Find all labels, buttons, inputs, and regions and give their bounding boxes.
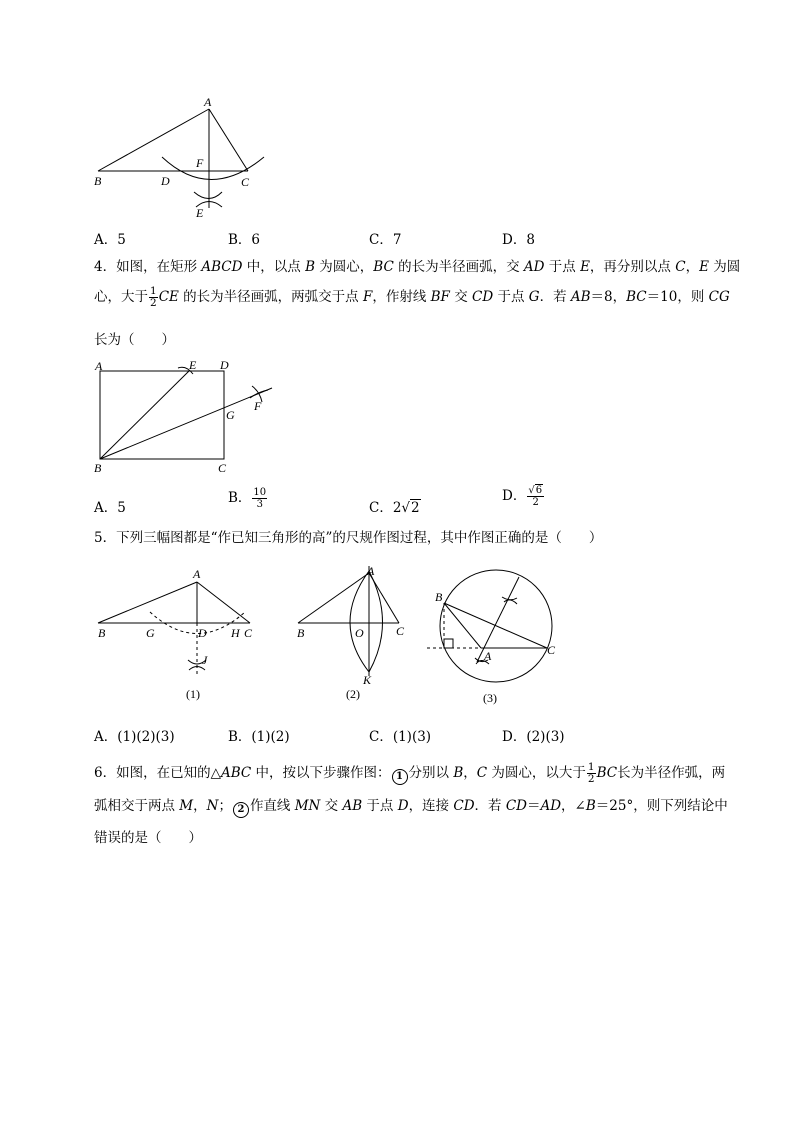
q6-var-abc: ABC (220, 765, 252, 781)
q5-option-c[interactable]: C．(1)(3) (369, 729, 432, 745)
q4-text: 的长为半径画弧，交 (393, 259, 524, 275)
q6-var-n: N (206, 798, 219, 814)
q5-option-d[interactable]: D．(2)(3) (502, 729, 565, 745)
q4-text: ，作射线 (372, 289, 431, 305)
q5-fig1-label-b: B (98, 626, 106, 640)
q6-line-1 (94, 762, 725, 785)
q5-fig2-label-a: A (367, 564, 375, 578)
q4-option-c-sqrt-sign: √ (401, 500, 411, 516)
q5-fig2-caption: (2) (346, 687, 360, 701)
q6-text: 交 (320, 798, 343, 814)
q6-text: 弧相交于两点 (94, 798, 180, 814)
q4-text: ＝10，则 (646, 289, 709, 305)
q4-text: ．若 (539, 289, 571, 305)
q4-option-b-den: 3 (256, 499, 263, 510)
q5-fig3-label-b: B (435, 590, 443, 604)
q3-option-a[interactable]: A．5 (94, 232, 126, 248)
q5-figure-3 (427, 570, 552, 682)
q6-var-b: B (585, 798, 596, 814)
q4-var-c: C (675, 259, 686, 275)
q5-fig2-label-b: B (297, 626, 305, 640)
q4-option-b-prefix: B． (228, 490, 252, 506)
q5-fig3-caption: (3) (483, 691, 497, 705)
q6-frac-den: 2 (587, 773, 595, 785)
q4-var-e: E (580, 259, 590, 275)
q3-label-f: F (196, 156, 204, 170)
q5-fig2-label-c: C (396, 624, 405, 638)
q4-text: 中，以点 (242, 259, 306, 275)
q3-label-c: C (241, 175, 250, 189)
q6-var-m: M (179, 798, 194, 814)
q4-text: 为圆 (708, 259, 741, 275)
q4-var-ad: AD (523, 259, 545, 275)
q6-var-ad: AD (540, 798, 562, 814)
q6-text: ； (218, 798, 232, 814)
q5-fig1-label-d: D (198, 626, 207, 640)
q6-var-c: C (476, 765, 488, 781)
q4-text: 心，大于 (94, 289, 148, 305)
q6-text: ，连接 (408, 798, 454, 814)
q4-text: ＝8， (590, 289, 627, 305)
q4-frac-num: 1 (150, 285, 157, 297)
q4-line-3: 长为（ ） (94, 332, 175, 348)
q6-text: 作直线 (249, 798, 295, 814)
q5-number: 5． (94, 530, 117, 546)
q3-label-a: A (204, 95, 212, 109)
q5-fig1-label-g: G (146, 626, 155, 640)
q6-text: ＝ (526, 798, 541, 814)
q6-step-2-marker: 2 (233, 802, 249, 818)
q5-text: 下列三幅图都是“作已知三角形的高”的尺规作图过程，其中作图正确的是（ ） (116, 530, 603, 546)
q5-fig2-segment-ab (298, 573, 369, 623)
q4-option-b-num: 10 (253, 487, 267, 498)
q3-option-d[interactable]: D．8 (502, 232, 535, 248)
q6-text: 为圆心，以大于 (487, 765, 586, 781)
q6-line-2 (94, 796, 728, 818)
q5-fig3-segment-ba (444, 603, 481, 648)
q4-label-e: E (189, 358, 197, 372)
q4-var-cd: CD (472, 289, 494, 305)
q4-label-d: D (220, 358, 229, 372)
q6-text: ， (463, 765, 477, 781)
q6-text: 分别以 (408, 765, 454, 781)
q6-fraction-half (587, 762, 596, 785)
q6-var-cd: CD (453, 798, 475, 814)
q5-fig3-label-a: A (484, 649, 492, 663)
q5-fig2-arc-left (350, 571, 369, 672)
q4-var-ce: CE (158, 289, 179, 305)
q5-figure-1 (98, 582, 250, 676)
q4-option-d-den: 2 (532, 497, 539, 508)
q4-var-bc: BC (626, 289, 647, 305)
q4-label-c: C (218, 461, 227, 475)
q6-text: ＝25°，则下列结论中 (595, 798, 728, 814)
q6-var-cd: CD (505, 798, 527, 814)
q6-text: ，∠ (561, 798, 586, 814)
q5-fig3-arc-top-1 (502, 597, 517, 600)
q6-var-mn: MN (294, 798, 321, 814)
q5-option-a[interactable]: A．(1)(2)(3) (94, 729, 175, 745)
q6-var-b: B (453, 765, 464, 781)
q4-text: 交 (449, 289, 473, 305)
q4-text: 如图，在矩形 (116, 259, 202, 275)
q4-var-f: F (362, 289, 373, 305)
q3-option-b[interactable]: B．6 (228, 232, 261, 248)
q4-option-a[interactable]: A．5 (94, 500, 126, 516)
q5-fig3-label-c: C (547, 643, 556, 657)
q6-text: ．若 (474, 798, 506, 814)
q6-step-1-marker: 1 (392, 769, 408, 785)
q6-frac-num: 1 (587, 761, 595, 773)
q5-fig1-label-a: A (193, 567, 201, 581)
q6-var-bc: BC (596, 765, 618, 781)
q6-number: 6． (94, 765, 117, 781)
q5-fig1-label-j: J (202, 653, 208, 667)
q4-var-cg: CG (708, 289, 730, 305)
q6-var-ab: AB (342, 798, 363, 814)
q6-text: 中，按以下步骤作图： (251, 765, 391, 781)
q5-figure-2 (298, 566, 399, 676)
q4-text: 的长为半径画弧，两弧交于点 (178, 289, 363, 305)
q6-text: 于点 (362, 798, 398, 814)
q3-option-c[interactable]: C．7 (369, 232, 402, 248)
q4-text: ， (685, 259, 700, 275)
q4-label-g: G (226, 408, 235, 422)
q3-label-d: D (161, 174, 170, 188)
q5-fig1-caption: (1) (186, 687, 200, 701)
q4-label-f: F (254, 399, 262, 413)
q4-var-bc: BC (373, 259, 394, 275)
q4-frac-den: 2 (150, 297, 157, 309)
q4-option-c-prefix: C．2 (369, 500, 402, 516)
q4-option-d-sqrt-sign: √ (528, 485, 535, 496)
q5-option-b[interactable]: B．(1)(2) (228, 729, 290, 745)
q4-var-ab: AB (570, 289, 591, 305)
q6-line-3: 错误的是（ ） (94, 830, 202, 846)
q6-text: 如图，在已知的△ (116, 765, 221, 781)
q4-option-d-num: 6 (535, 485, 543, 496)
q4-text: 于点 (544, 259, 581, 275)
q4-text: ，再分别以点 (589, 259, 676, 275)
q4-label-a: A (95, 359, 103, 373)
q3-label-b: B (94, 174, 102, 188)
q3-label-e: E (196, 206, 204, 220)
q5-fig1-label-c: C (244, 626, 253, 640)
q5-fig2-label-o: O (355, 626, 364, 640)
q4-option-d-prefix: D． (502, 488, 527, 504)
q5-fig1-label-h: H (231, 626, 240, 640)
q4-var-g: G (528, 289, 540, 305)
q5-fig2-label-k: K (363, 673, 372, 687)
q4-label-b: B (94, 461, 102, 475)
q4-text: 于点 (493, 289, 529, 305)
q4-text: 为圆心， (314, 259, 374, 275)
q6-var-d: D (397, 798, 409, 814)
q4-var-bf: BF (430, 289, 450, 305)
q4-var-e: E (699, 259, 709, 275)
q4-var-b: B (305, 259, 315, 275)
q5-fig3-right-angle (444, 639, 453, 648)
q6-text: ， (193, 798, 207, 814)
q6-text: 长为半径作弧，两 (617, 765, 726, 781)
q4-var-abcd: ABCD (201, 259, 243, 275)
q5-fig1-segment-ac (197, 582, 250, 623)
q4-option-c-radicand: 2 (411, 500, 420, 516)
q4-number: 4． (94, 259, 117, 275)
q5-fig2-arc-right (369, 571, 383, 672)
q5-fig1-segment-ab (98, 582, 197, 623)
